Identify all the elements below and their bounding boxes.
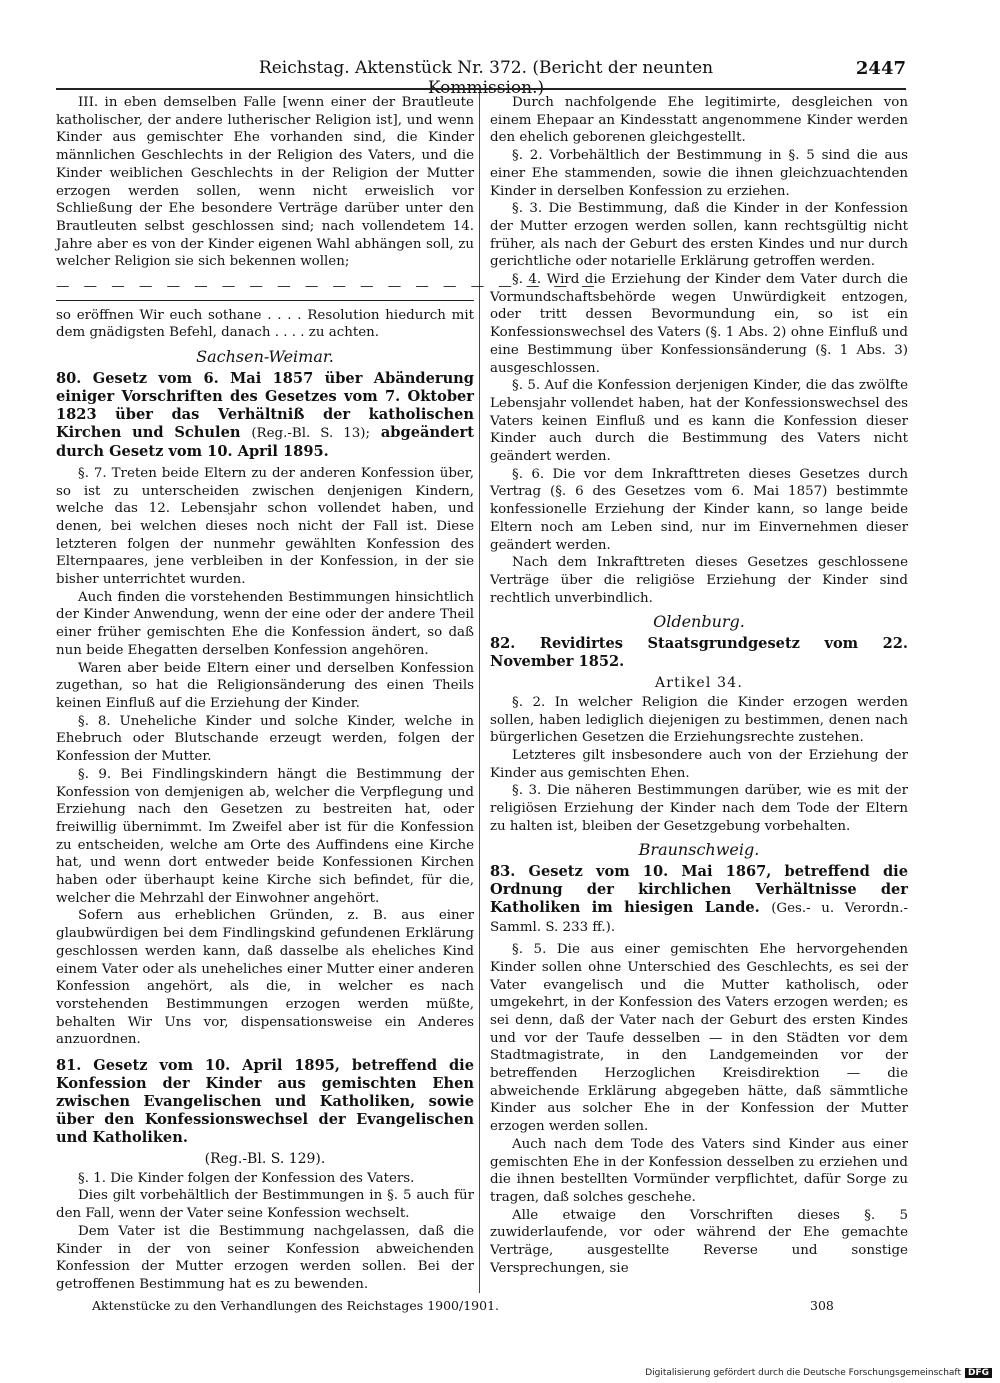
law-reference: (Reg.-Bl. S. 129). (204, 1151, 326, 1168)
article-heading: Artikel 34. (654, 675, 744, 692)
paragraph: §. 7. Treten beide Eltern zu der anderen Konfession über, so ist zu unterscheiden zwischen denjenigen Kindern, welche das 12. Lebensjahr schon vollendet haben, und denen, bei welchen dieses noch nicht der Fall ist. Diese letzteren folgen der nunmehr gewählten Konfession des Elternpaares, jene verbleiben in der Konfession, in der sie bisher unterrichtet wurden. (56, 465, 474, 588)
law-heading: 82. Revidirtes Staatsgrundgesetz vom 22. November 1852. (490, 635, 908, 671)
law-title: 80. Gesetz vom 6. Mai 1857 über Abänderung einiger Vorschriften des Gesetzes vom 7. Oktober 1823 über das Verhältniß der katholischen Kirchen und Schulen (56, 369, 474, 441)
paragraph: §. 1. Die Kinder folgen der Konfession des Vaters. (78, 1170, 415, 1186)
paragraph: Alle etwaige den Vorschriften dieses §. 5 zuwiderlaufende, vor oder während der Ehe gemachte Verträge, ausgestellte Reverse und sonstige Versprechungen, sie (490, 1207, 908, 1276)
law-heading (56, 370, 474, 461)
paragraph: Dies gilt vorbehältlich der Bestimmungen in §. 5 auch für den Fall, wenn der Vater seine Konfession wechselt. (56, 1188, 474, 1222)
law-heading (490, 863, 908, 937)
law-title: 81. Gesetz vom 10. April 1895, betreffend die Konfession der Kinder aus gemischten Ehen zwischen Evangelischen und Katholiken, sowie über den Konfessionswechsel der Evangelischen und Katholiken. (56, 1057, 474, 1147)
state-heading: Braunschweig. (638, 840, 760, 860)
paragraph: Letzteres gilt insbesondere auch von der Erziehung der Kinder aus gemischten Ehen. (490, 747, 908, 781)
paragraph: §. 5. Die aus einer gemischten Ehe hervorgehenden Kinder sollen ohne Unterschied des Geschlechts, es sei der Vater evangelisch und die Mutter katholisch, oder umgekehrt, in der Konfession des Vaters erzogen werden; es sei denn, daß der Vater nach der Geburt des ersten Kindes und vor der Taufe desselben — in den Städten vor dem Stadtmagistrate, in den Landgemeinden vor der betreffenden Herzoglichen Kreisdirektion — die abweichende Erklärung abgegeben hätte, daß sämmtliche Kinder aus solcher Ehe in der Konfession der Mutter erzogen werden sollen. (490, 942, 908, 1135)
paragraph: §. 2. Vorbehältlich der Bestimmung in §. 5 sind die aus einer Ehe stammenden, sowie die ihnen gleichzuachtenden Kinder in derselben Konfession zu erziehen. (490, 148, 908, 199)
paragraph: §. 8. Uneheliche Kinder und solche Kinder, welche in Ehebruch oder Blutschande erzeugt werden, folgen der Konfession der Mutter. (56, 713, 474, 765)
paragraph: Durch nachfolgende Ehe legitimirte, desgleichen von einem Ehepaar an Kindesstatt angenommene Kinder werden den ehelich geborenen gleichgestellt. (490, 95, 908, 146)
left-column (56, 94, 600, 1294)
paragraph: §. 3. Die Bestimmung, daß die Kinder in der Konfession der Mutter erzogen werden sollen, kann rechtsgültig nicht früher, als nach der Geburt des ersten Kindes und nur durch gerichtliche oder notarielle Erklärung getroffen werden. (490, 201, 908, 270)
law-reference: (Ges.- u. Verordn.-Samml. S. 233 ff.). (490, 901, 908, 936)
paragraph: so eröffnen Wir euch sothane . . . . Resolution hiedurch mit dem gnädigsten Befehl, danach . . . . zu achten. (56, 307, 474, 341)
paragraph: Waren aber beide Eltern einer und derselben Konfession zugethan, so hat die Religionsänderung des einen Theils keinen Einfluß auf die Erziehung der Kinder. (56, 660, 474, 711)
paragraph: §. 4. Wird die Erziehung der Kinder dem Vater durch die Vormundschaftsbehörde wegen Unwürdigkeit entzogen, oder tritt dessen Bevormundung ein, so ist ein Konfessionswechsel des Vaters (§. 1 Abs. 2) ohne Einfluß und eine Bestimmung über Konfessionsänderung (§. 1 Abs. 3) ausgeschlossen. (490, 272, 908, 376)
paragraph: Auch nach dem Tode des Vaters sind Kinder aus einer gemischten Ehe in der Konfession desselben zu erziehen und die ihnen bestellten Vormünder verpflichtet, dafür Sorge zu tragen, daß solches geschehe. (490, 1136, 908, 1205)
state-heading: Oldenburg. (653, 612, 745, 632)
law-amendment: abgeändert durch Gesetz vom 10. April 1895. (56, 423, 474, 460)
paragraph: §. 2. In welcher Religion die Kinder erzogen werden sollen, haben lediglich diejenigen zu bestimmen, denen nach bürgerlichen Gesetzen die Erziehungsrechte zustehen. (490, 694, 908, 746)
separator-rule (56, 300, 474, 301)
paragraph: §. 5. Auf die Konfession derjenigen Kinder, die das zwölfte Lebensjahr vollendet haben, hat der Konfessionswechsel des Vaters keinen Einfluß und es kann die Konfession dieser Kinder auch durch die Bestimmung des Vaters nicht geändert werden. (490, 378, 908, 465)
paragraph: Dem Vater ist die Bestimmung nachgelassen, daß die Kinder in der von seiner Konfession abweichenden Konfession der Mutter erzogen werden sollen. Bei der getroffenen Bestimmung hat es zu bewenden. (56, 1223, 474, 1292)
law-title: 83. Gesetz vom 10. Mai 1867, betreffend die Ordnung der kirchlichen Verhältnisse der Katholiken im hiesigen Lande. (490, 863, 908, 917)
paragraph: §. 3. Die näheren Bestimmungen darüber, wie es mit der religiösen Erziehung der Kinder nach dem Tode der Eltern zu halten ist, bleiben der Gesetzgebung vorbehalten. (490, 783, 908, 834)
header-rule (56, 88, 906, 90)
column-divider (479, 93, 480, 1293)
footer-note: Aktenstücke zu den Verhandlungen des Reichstages 1900/1901. (92, 1298, 500, 1313)
paragraph: Auch finden die vorstehenden Bestimmungen hinsichtlich der Kinder Anwendung, wenn der eine oder der andere Theil einer früher gemischten Ehe die Konfession ändert, so daß nun beide Ehegatten derselben Konfession angehören. (56, 589, 474, 658)
sheet-number: 308 (810, 1298, 834, 1313)
running-title: Reichstag. Aktenstück Nr. 372. (Bericht der neunten Kommission.) (258, 58, 714, 98)
law-heading (56, 1057, 474, 1147)
paragraph: Sofern aus erheblichen Gründen, z. B. aus einer glaubwürdigen bei dem Findlingskind gefundenen Erklärung geschlossen werden kann, daß dasselbe als eheliches Kind einem Vater oder als uneheliches einer Mutter einer anderen Konfession angehört, als die, in welcher es nach vorstehenden Bestimmungen erzogen werden müßte, behalten Wir Uns vor, dispensationsweise ein Anderes anzuordnen. (56, 908, 474, 1048)
page-header (56, 56, 906, 98)
dfg-credit-text: Digitalisierung gefördert durch die Deutsche Forschungsgemeinschaft (645, 1368, 961, 1378)
law-reference: (Reg.-Bl. S. 13); (251, 425, 371, 441)
paragraph: §. 9. Bei Findlingskindern hängt die Bestimmung der Konfession von demjenigen ab, welcher die Verpflegung und Erziehung nach den Gesetzen zu bestreiten hat, oder freiwillig übernimmt. Im Zweifel aber ist für die Konfession zu entscheiden, welche am Orte des Auffindens eine Kirche hat, und wenn dort entweder beide Konfessionen Kirchen haben oder überhaupt keine Kirche sich befindet, für die, welcher die Mehrzahl der Einwohner angehört. (56, 766, 474, 906)
dfg-logo-icon: DFG (965, 1368, 992, 1378)
dfg-credit (645, 1368, 992, 1378)
page-number: 2447 (855, 58, 906, 79)
ellipsis-dashes: — — — — — — — — — — — — — — — — — — — — (56, 279, 600, 295)
paragraph: Nach dem Inkrafttreten dieses Gesetzes geschlossene Verträge über die religiöse Erziehung der Kinder sind rechtlich unverbindlich. (490, 555, 908, 606)
right-column (490, 94, 908, 1277)
paragraph: III. in eben demselben Falle [wenn einer der Brautleute katholischer, der andere lutherischer Religion ist], und wenn Kinder aus gemischter Ehe vorhanden sind, die Kinder männlichen Geschlechts in der Religion des Vaters, und die Kinder weiblichen Geschlechts in der Religion der Mutter erzogen werden sollen, wenn nicht erweislich vor Schließung der Ehe besondere Verträge darüber unter den Brautleuten selbst geschlossen sind; nach vollendetem 14. Jahre aber es von der Kinder eigenen Wahl abhängen soll, zu welcher Religion sie sich bekennen wollen; (56, 95, 474, 270)
state-heading: Sachsen-Weimar. (196, 347, 334, 367)
paragraph: §. 6. Die vor dem Inkrafttreten dieses Gesetzes durch Vertrag (§. 6 des Gesetzes vom 6. Mai 1857) bestimmte konfessionelle Erziehung der Kinder kann, so lange beide Eltern noch am Leben sind, nur im Einvernehmen dieser geändert werden. (490, 466, 908, 553)
